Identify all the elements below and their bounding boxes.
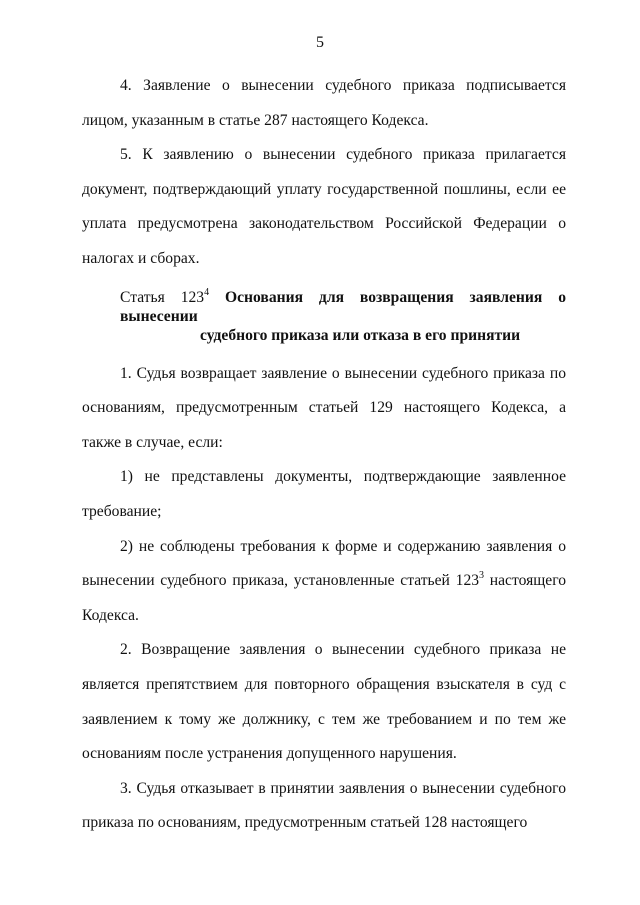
article-label: Статья 123 [120, 288, 205, 306]
paragraph-3: 3. Судья отказывает в принятии заявления о вынесении судебного приказа по основаниям, предусмотренным статьей 128 настоящего [82, 779, 566, 832]
paragraph-5: 5. К заявлению о вынесении судебного приказа прилагается документ, подтверждающий уплату государственной пошлины, если ее уплата предусмотрена законодательством Российской Федерации о налогах и сборах. [82, 146, 566, 267]
article-heading-line1 [82, 288, 566, 326]
subitem-2-text: 2) не соблюдены требования к форме и содержанию заявления о вынесении судебного приказа, установленные статьей 123 [82, 537, 566, 590]
subitem-2-tail: настоящего Кодекса. [82, 572, 566, 624]
paragraph-1: 1. Судья возвращает заявление о вынесении судебного приказа по основаниям, предусмотренным статьей 129 настоящего Кодекса, а также в случае, если: [82, 364, 566, 451]
document-body [82, 69, 566, 841]
subitem-2-superscript: 3 [479, 570, 485, 582]
page-number: 5 [316, 34, 324, 51]
subitem-2 [82, 530, 566, 634]
article-title-part1: Основания для возвращения заявления о вынесении [120, 288, 566, 325]
subitem-1: 1) не представлены документы, подтверждающие заявленное требование; [82, 468, 566, 520]
article-label-superscript: 4 [204, 286, 210, 298]
article-title-part2: судебного приказа или отказа в его принятии [200, 326, 521, 344]
paragraph-4: 4. Заявление о вынесении судебного приказа подписывается лицом, указанным в статье 287 настоящего Кодекса. [82, 77, 566, 129]
paragraph-2: 2. Возвращение заявления о вынесении судебного приказа не является препятствием для повторного обращения взыскателя в суд с заявлением к тому же должнику, с тем же требованием и по тем же основаниям после устранения допущенного нарушения. [82, 641, 566, 763]
article-heading [82, 277, 566, 357]
